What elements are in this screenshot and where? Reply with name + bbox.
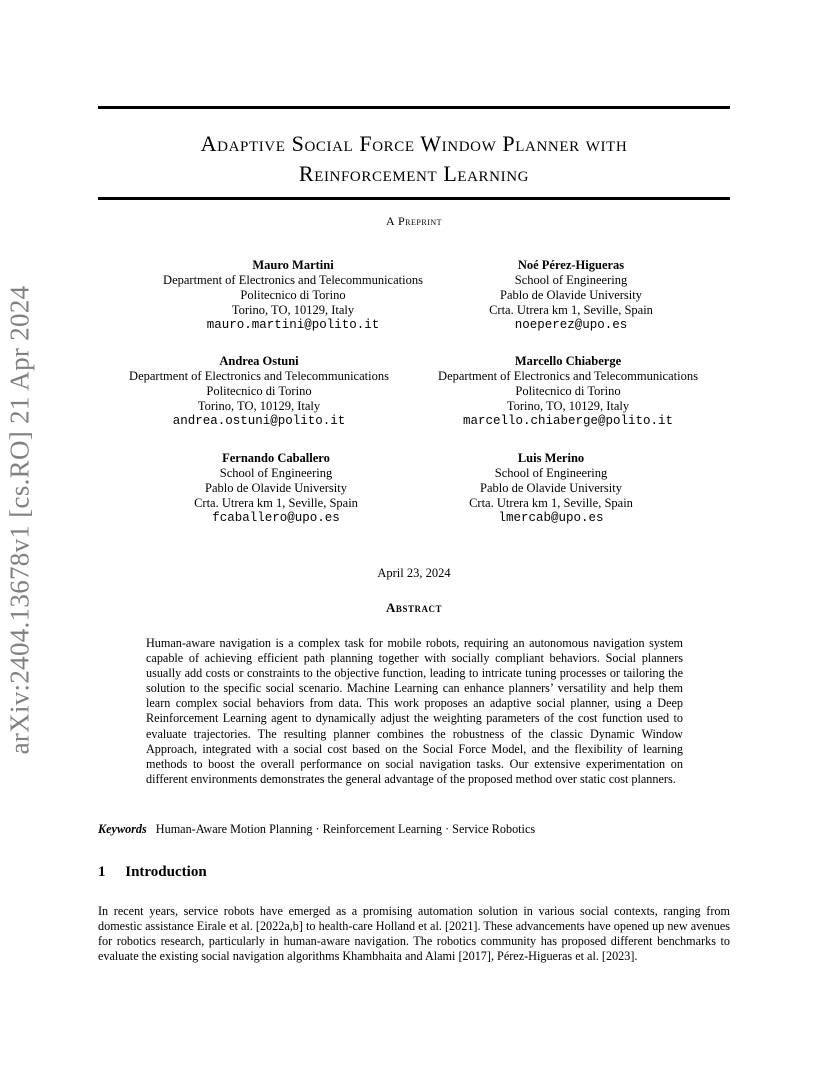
section-number: 1: [98, 864, 106, 880]
author-block: [469, 451, 633, 526]
author-name: Luis Merino: [517, 451, 585, 465]
abstract-text: Human-aware navigation is a complex task for mobile robots, requiring an autonomous navigation system capable of achieving efficient path planning together with socially compliant behaviors. Social planners usually add costs or constraints to the objective function, leading to intricate tuning processes or tailoring the solution to the specific social scenario. Machine Learning can enhance planners’ versatility and help them learn complex social behaviors from data. This work proposes an adaptive social planner, using a Deep Reinforcement Learning agent to dynamically adjust the weighting parameters of the cost function used to evaluate trajectories. The resulting planner combines the robustness of the classic Dynamic Window Approach, integrated with a social cost based on the Social Force Model, and the flexibility of learning methods to boost the overall performance on social navigation tasks. Our extensive experimentation on different environments demonstrates the general advantage of the proposed method over static cost planners.: [146, 636, 683, 786]
author-department: School of Engineering: [219, 466, 333, 480]
author-department: School of Engineering: [514, 273, 628, 287]
author-email[interactable]: lmercab@upo.es: [498, 511, 604, 525]
author-email[interactable]: fcaballero@upo.es: [212, 511, 340, 525]
author-department: School of Engineering: [494, 466, 608, 480]
author-email[interactable]: andrea.ostuni@polito.it: [172, 414, 346, 428]
author-institution: Politecnico di Torino: [206, 384, 312, 398]
title-line-1: Adaptive Social Force Window Planner with: [200, 131, 628, 156]
author-department: Department of Electronics and Telecommunications: [163, 273, 423, 287]
author-name: Marcello Chiaberge: [514, 354, 622, 368]
author-institution: Pablo de Olavide University: [499, 288, 642, 302]
author-institution: Politecnico di Torino: [515, 384, 621, 398]
paper-title: [98, 129, 730, 189]
author-institution: Pablo de Olavide University: [479, 481, 622, 495]
author-block: [129, 354, 389, 429]
author-address: Torino, TO, 10129, Italy: [506, 399, 630, 413]
author-name: Noé Pérez-Higueras: [517, 258, 625, 272]
author-institution: Politecnico di Torino: [240, 288, 346, 302]
author-department: Department of Electronics and Telecommunications: [438, 369, 698, 383]
author-email[interactable]: marcello.chiaberge@polito.it: [462, 414, 674, 428]
author-address: Torino, TO, 10129, Italy: [231, 303, 355, 317]
author-name: Andrea Ostuni: [219, 354, 299, 368]
section-title: Introduction: [125, 864, 207, 880]
author-block: [489, 258, 653, 333]
author-email[interactable]: mauro.martini@polito.it: [206, 318, 380, 332]
author-block: [438, 354, 698, 429]
introduction-paragraph: In recent years, service robots have emerged as a promising automation solution in various social contexts, ranging from domestic assistance Eirale et al. [2022a,b] to health-care Holland et al. [2021]. These advancements have opened up new avenues for robotics research, particularly in human-aware navigation. The robotics community has proposed different benchmarks to evaluate the existing social navigation algorithms Khambhaita and Alami [2017], Pérez-Higueras et al. [2023].: [98, 904, 730, 964]
title-rule-top: [98, 106, 730, 109]
arxiv-id[interactable]: arXiv:2404.13678v1 [cs.RO] 21 Apr 2024: [4, 285, 35, 755]
section-heading-introduction: [98, 864, 207, 881]
author-address: Crta. Utrera km 1, Seville, Spain: [194, 496, 358, 510]
keywords-text: Human-Aware Motion Planning · Reinforcement Learning · Service Robotics: [155, 822, 536, 836]
keywords-line: [98, 822, 535, 837]
abstract-heading: Abstract: [386, 600, 442, 615]
author-address: Torino, TO, 10129, Italy: [197, 399, 321, 413]
title-line-2: Reinforcement Learning: [298, 161, 530, 186]
preprint-label: A Preprint: [385, 214, 442, 228]
author-name: Mauro Martini: [252, 258, 334, 272]
author-address: Crta. Utrera km 1, Seville, Spain: [489, 303, 653, 317]
author-address: Crta. Utrera km 1, Seville, Spain: [469, 496, 633, 510]
author-email[interactable]: noeperez@upo.es: [514, 318, 628, 332]
publication-date: April 23, 2024: [377, 566, 451, 580]
author-block: [194, 451, 358, 526]
author-institution: Pablo de Olavide University: [204, 481, 347, 495]
keywords-label: Keywords: [98, 822, 147, 836]
author-department: Department of Electronics and Telecommunications: [129, 369, 389, 383]
author-block: [163, 258, 423, 333]
author-name: Fernando Caballero: [222, 451, 330, 465]
title-rule-bottom: [98, 197, 730, 200]
